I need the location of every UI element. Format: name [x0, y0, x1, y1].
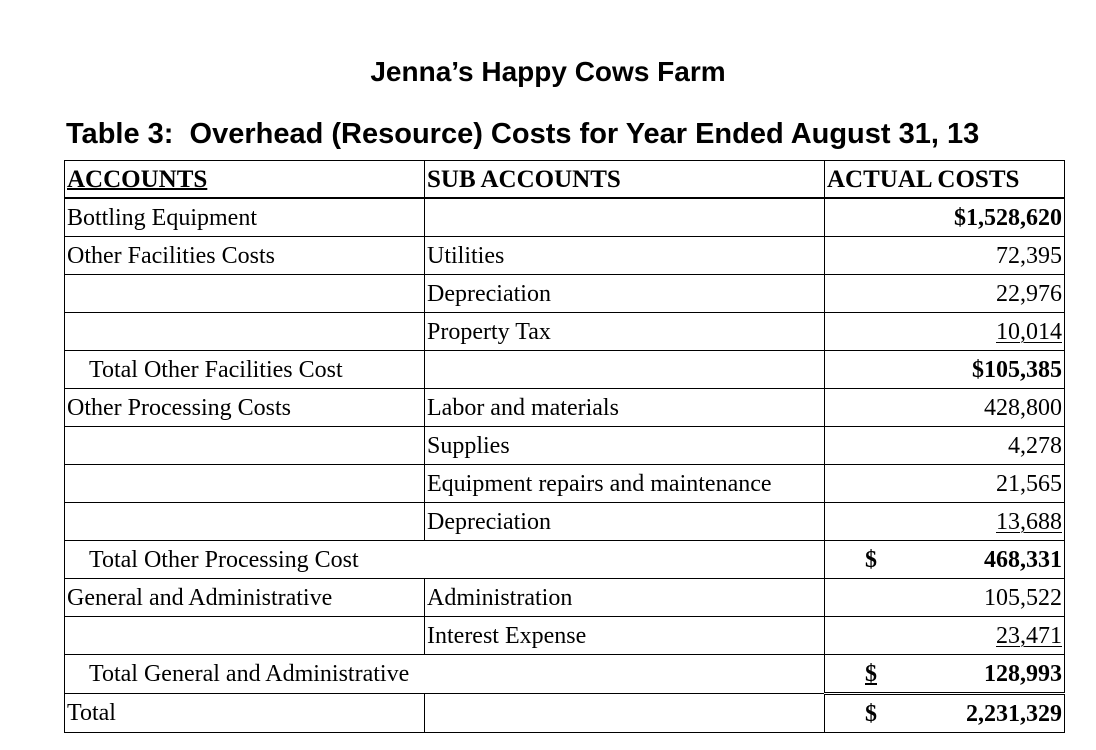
currency-symbol: $ [865, 700, 877, 727]
sub-account-cell: Depreciation [425, 275, 825, 313]
table-row [65, 275, 1065, 313]
table-row [65, 617, 1065, 655]
cost-cell: 72,395 [825, 237, 1065, 275]
account-cell: Total Other Facilities Cost [65, 351, 425, 389]
table-row [65, 351, 1065, 389]
cost-cell: 428,800 [825, 389, 1065, 427]
header-actual-costs: ACTUAL COSTS [825, 161, 1065, 199]
table-row [65, 465, 1065, 503]
cost-amount: 128,993 [984, 660, 1062, 687]
account-cell: General and Administrative [65, 579, 425, 617]
cost-cell: 4,278 [825, 427, 1065, 465]
cost-cell: 13,688 [825, 503, 1065, 541]
cost-amount: 2,231,329 [966, 700, 1062, 727]
cost-cell: $105,385 [825, 351, 1065, 389]
account-cell: Total Other Processing Cost [65, 541, 825, 579]
currency-symbol: $ [865, 546, 877, 573]
table-row [65, 655, 1065, 694]
header-sub-accounts: SUB ACCOUNTS [425, 161, 825, 199]
cost-cell [825, 541, 1065, 579]
account-cell: Other Facilities Costs [65, 237, 425, 275]
overhead-costs-table [64, 160, 1065, 733]
sub-account-cell: Labor and materials [425, 389, 825, 427]
sub-account-cell [425, 694, 825, 733]
cost-cell: 10,014 [825, 313, 1065, 351]
account-cell [65, 465, 425, 503]
sub-account-cell: Equipment repairs and maintenance [425, 465, 825, 503]
cost-cell: $1,528,620 [825, 198, 1065, 237]
sub-account-cell [425, 198, 825, 237]
table-row [65, 541, 1065, 579]
sub-account-cell: Supplies [425, 427, 825, 465]
table-title: Table 3: Overhead (Resource) Costs for Year Ended August 31, 13 [66, 118, 980, 150]
account-cell [65, 313, 425, 351]
table-row [65, 198, 1065, 237]
header-accounts: ACCOUNTS [65, 161, 425, 199]
sub-account-cell [425, 351, 825, 389]
cost-cell: 21,565 [825, 465, 1065, 503]
cost-cell [825, 694, 1065, 733]
cost-cell: 23,471 [825, 617, 1065, 655]
table-row [65, 313, 1065, 351]
account-cell [65, 427, 425, 465]
account-cell [65, 275, 425, 313]
account-cell: Total General and Administrative [65, 655, 825, 694]
account-cell [65, 503, 425, 541]
currency-symbol: $ [865, 660, 877, 687]
table-row [65, 579, 1065, 617]
cost-cell [825, 655, 1065, 694]
table-row [65, 503, 1065, 541]
sub-account-cell: Administration [425, 579, 825, 617]
cost-cell: 105,522 [825, 579, 1065, 617]
sub-account-cell: Property Tax [425, 313, 825, 351]
table-header-row [65, 161, 1065, 199]
table-row [65, 389, 1065, 427]
sub-account-cell: Interest Expense [425, 617, 825, 655]
sub-account-cell: Utilities [425, 237, 825, 275]
page-title: Jenna’s Happy Cows Farm [370, 56, 726, 87]
cost-amount: 468,331 [984, 546, 1062, 573]
account-cell: Total [65, 694, 425, 733]
account-cell [65, 617, 425, 655]
account-cell: Other Processing Costs [65, 389, 425, 427]
table-row [65, 427, 1065, 465]
cost-cell: 22,976 [825, 275, 1065, 313]
account-cell: Bottling Equipment [65, 198, 425, 237]
table-row [65, 694, 1065, 733]
sub-account-cell: Depreciation [425, 503, 825, 541]
table-row [65, 237, 1065, 275]
